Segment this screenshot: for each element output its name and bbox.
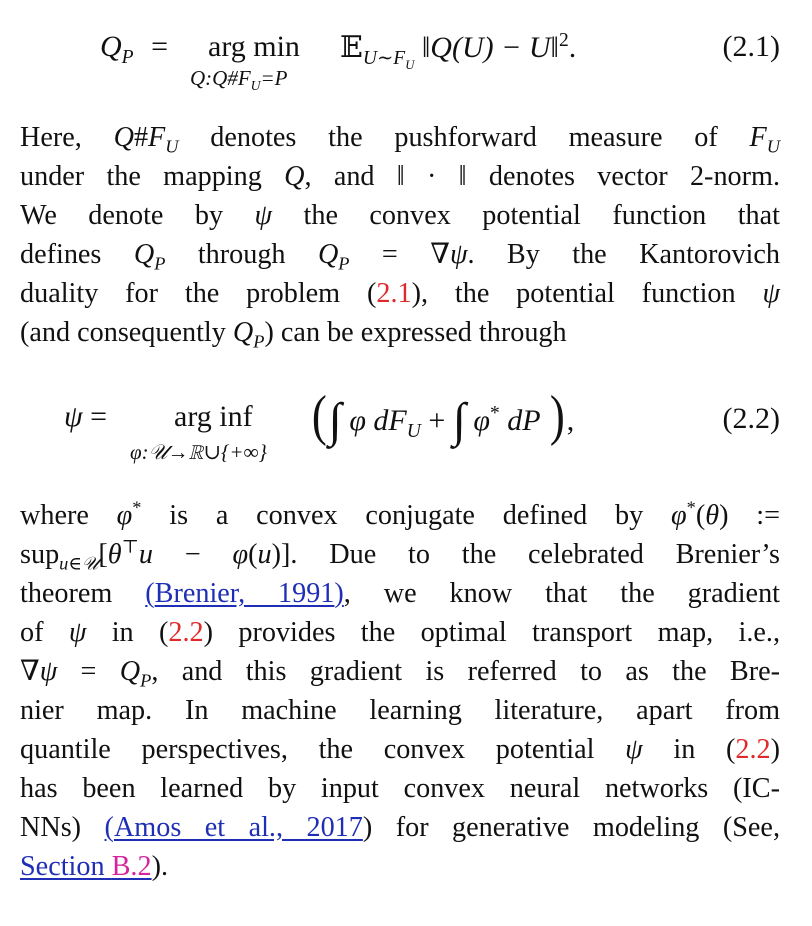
p2-line-7: quantile perspectives, the convex potential ψ in (2.2) — [20, 734, 780, 765]
equation-2-2 — [0, 385, 812, 478]
p2-line-1: where φ* is a convex conjugate defined by φ*(θ) := — [20, 497, 780, 531]
p2-line-9: NNs) (Amos et al., 2017) for generative modeling (See, — [20, 812, 780, 843]
eq1-argmin-constraint: $Q:Q\#F_U=P$ — [190, 66, 288, 94]
eq2-body: (∫ φ $dF_U$ + ∫ φ* dP ), — [311, 385, 575, 447]
eq2-arginf: arg inf — [174, 400, 253, 433]
p1-line-5: duality for the problem (2.1), the potential function ψ — [20, 278, 780, 309]
eq1-argmin: arg min — [208, 30, 300, 63]
p2-line-8: has been learned by input convex neural networks (IC- — [20, 773, 780, 804]
p2-line-2: sup$_{u\in 𝒰}$[θ⊤u − φ(u)]. Due to the celebrated Brenier’s — [20, 536, 780, 574]
eq2-number: (2.2) — [722, 402, 780, 435]
p1-line-1: Here, $Q\#F_U$ denotes the pushforward measure of $F_U$ — [20, 122, 780, 157]
p2-line-3: theorem (Brenier, 1991), we know that the gradient — [20, 578, 780, 609]
p1-line-6: (and consequently $Q_P$) can be expressed through — [20, 317, 567, 352]
ref-eq-2-1[interactable]: 2.1 — [376, 278, 412, 309]
p1-line-4: defines $Q_P$ through $Q_P = \nabla\psi$. By the Kantorovich — [20, 239, 780, 274]
p2-line-6: nier map. In machine learning literature, apart from — [20, 695, 780, 726]
p1-line-3: We denote by ψ the convex potential function that — [20, 200, 780, 231]
eq1-number: (2.1) — [722, 30, 780, 63]
p2-line-5: $\nabla\psi = Q_P$, and this gradient is referred to as the Bre- — [20, 656, 780, 691]
ref-section-b2[interactable]: Section B.2 — [20, 851, 152, 882]
p2-line-4: of ψ in (2.2) provides the optimal transport map, i.e., — [20, 617, 781, 648]
p1-line-2: under the mapping Q, and ‖ · ‖ denotes vector 2-norm. — [20, 161, 780, 192]
equation-2-1 — [0, 28, 812, 98]
eq1-lhs: $Q_P$ = — [100, 30, 169, 68]
ref-eq-2-2-a[interactable]: 2.2 — [168, 617, 204, 648]
paragraph-1 — [20, 118, 780, 352]
cite-brenier-1991[interactable]: (Brenier, 1991) — [145, 578, 344, 609]
ref-eq-2-2-b[interactable]: 2.2 — [735, 734, 771, 765]
paragraph-2 — [20, 496, 780, 886]
p2-line-10: Section B.2). — [20, 851, 168, 882]
eq2-arginf-constraint: φ:𝒰→ℝ∪{+∞} — [130, 440, 267, 464]
eq2-lhs: ψ = — [64, 400, 108, 433]
eq1-expectation: 𝔼$_{U\sim F_U}$ ‖Q(U) − U‖$^2$. — [340, 30, 577, 72]
cite-amos-2017[interactable]: (Amos et al., 2017 — [104, 812, 363, 843]
